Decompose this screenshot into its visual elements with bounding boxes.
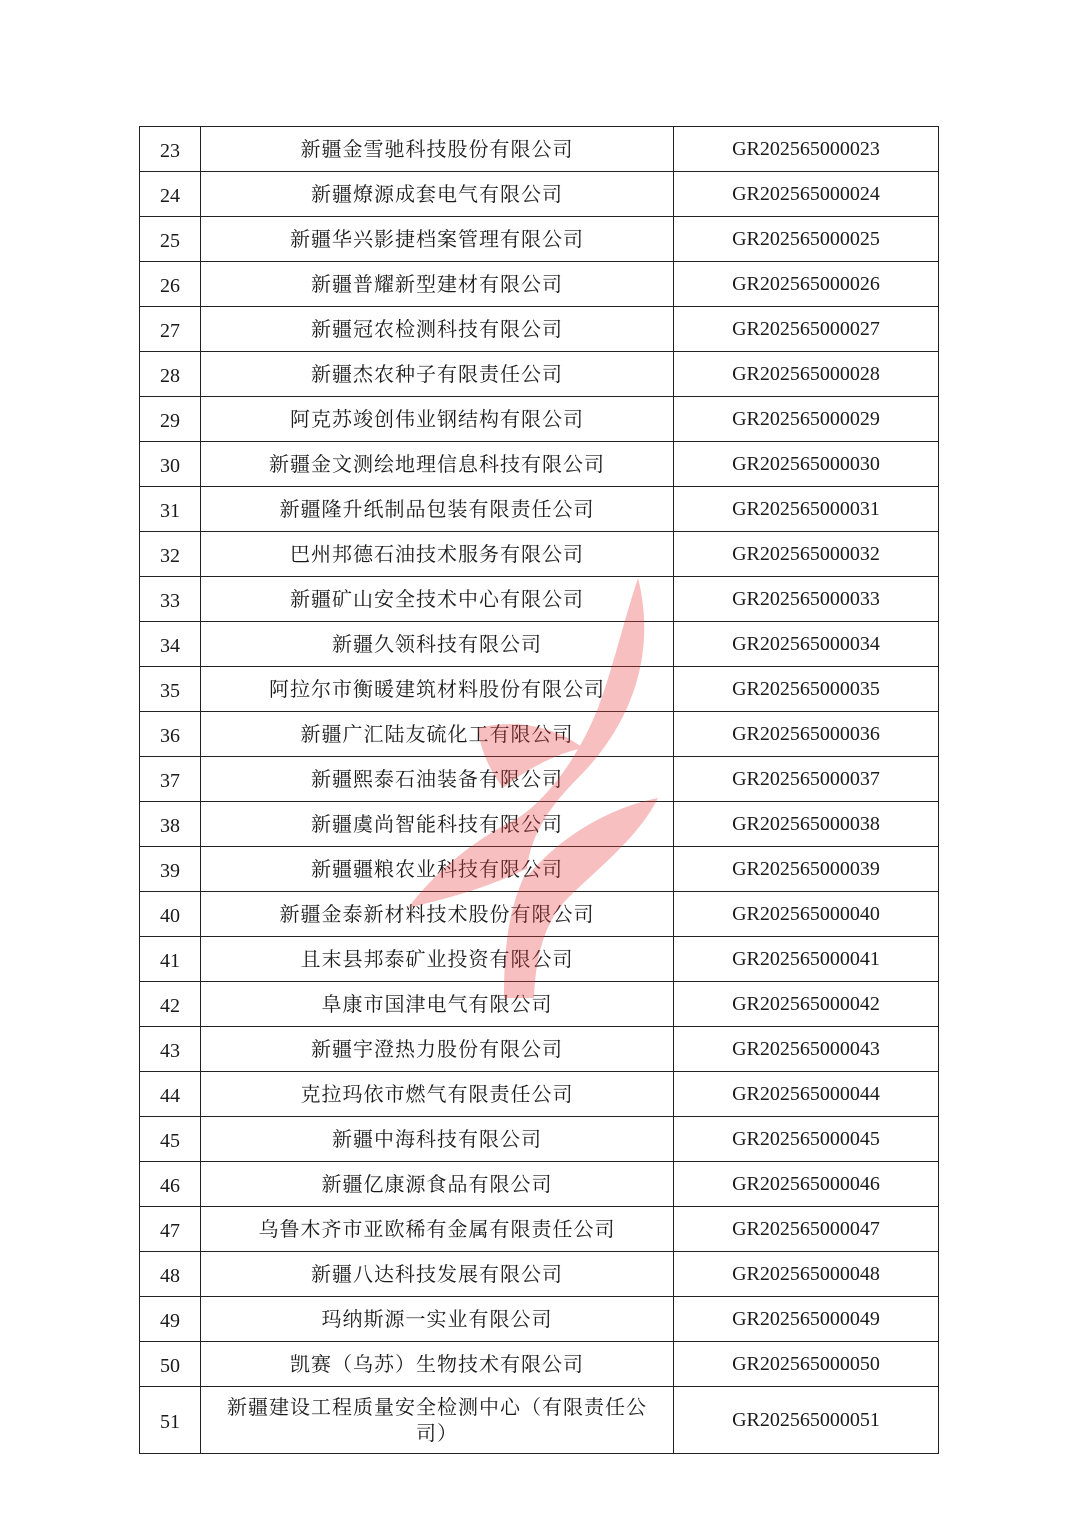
- table-row: [140, 127, 939, 172]
- certificate-number: GR202565000036: [674, 712, 939, 757]
- table-row: [140, 1252, 939, 1297]
- certificate-number: GR202565000026: [674, 262, 939, 307]
- certificate-number: GR202565000024: [674, 172, 939, 217]
- row-number: 33: [140, 577, 201, 622]
- table-row: [140, 622, 939, 667]
- company-name: 且末县邦泰矿业投资有限公司: [201, 937, 674, 982]
- certificate-number: GR202565000032: [674, 532, 939, 577]
- row-number: 27: [140, 307, 201, 352]
- table-row: [140, 352, 939, 397]
- company-name: 克拉玛依市燃气有限责任公司: [201, 1072, 674, 1117]
- row-number: 29: [140, 397, 201, 442]
- certificate-number: GR202565000031: [674, 487, 939, 532]
- certificate-number: GR202565000037: [674, 757, 939, 802]
- company-name: 新疆久领科技有限公司: [201, 622, 674, 667]
- company-name: 巴州邦德石油技术服务有限公司: [201, 532, 674, 577]
- company-name: 玛纳斯源一实业有限公司: [201, 1297, 674, 1342]
- company-name: 新疆广汇陆友硫化工有限公司: [201, 712, 674, 757]
- row-number: 24: [140, 172, 201, 217]
- company-name: 新疆金文测绘地理信息科技有限公司: [201, 442, 674, 487]
- company-name: 新疆隆升纸制品包装有限责任公司: [201, 487, 674, 532]
- certificate-number: GR202565000028: [674, 352, 939, 397]
- row-number: 47: [140, 1207, 201, 1252]
- certificate-number: GR202565000051: [674, 1387, 939, 1454]
- table-row: [140, 1207, 939, 1252]
- certificate-number: GR202565000047: [674, 1207, 939, 1252]
- company-name: 新疆疆粮农业科技有限公司: [201, 847, 674, 892]
- table-row: [140, 982, 939, 1027]
- company-name: 新疆宇澄热力股份有限公司: [201, 1027, 674, 1072]
- table-row: [140, 172, 939, 217]
- company-name: 阿拉尔市衡暖建筑材料股份有限公司: [201, 667, 674, 712]
- row-number: 25: [140, 217, 201, 262]
- table-row: [140, 577, 939, 622]
- company-list-table: [139, 126, 939, 1454]
- table-row: [140, 757, 939, 802]
- row-number: 45: [140, 1117, 201, 1162]
- table-row: [140, 1297, 939, 1342]
- row-number: 41: [140, 937, 201, 982]
- table-row: [140, 397, 939, 442]
- company-name: 新疆中海科技有限公司: [201, 1117, 674, 1162]
- row-number: 36: [140, 712, 201, 757]
- row-number: 43: [140, 1027, 201, 1072]
- row-number: 39: [140, 847, 201, 892]
- table-row: [140, 1027, 939, 1072]
- company-name: 阿克苏竣创伟业钢结构有限公司: [201, 397, 674, 442]
- certificate-number: GR202565000029: [674, 397, 939, 442]
- table-body: [140, 127, 939, 1454]
- table-row: [140, 1072, 939, 1117]
- row-number: 35: [140, 667, 201, 712]
- row-number: 50: [140, 1342, 201, 1387]
- company-name: 新疆普耀新型建材有限公司: [201, 262, 674, 307]
- company-name: 新疆燎源成套电气有限公司: [201, 172, 674, 217]
- row-number: 40: [140, 892, 201, 937]
- row-number: 46: [140, 1162, 201, 1207]
- certificate-number: GR202565000033: [674, 577, 939, 622]
- table-row: [140, 217, 939, 262]
- company-name: 新疆矿山安全技术中心有限公司: [201, 577, 674, 622]
- table-row: [140, 802, 939, 847]
- table-row: [140, 1342, 939, 1387]
- certificate-number: GR202565000048: [674, 1252, 939, 1297]
- company-name: 新疆八达科技发展有限公司: [201, 1252, 674, 1297]
- certificate-number: GR202565000038: [674, 802, 939, 847]
- table-row: [140, 262, 939, 307]
- certificate-number: GR202565000046: [674, 1162, 939, 1207]
- table-row: [140, 1162, 939, 1207]
- company-name: 乌鲁木齐市亚欧稀有金属有限责任公司: [201, 1207, 674, 1252]
- certificate-number: GR202565000042: [674, 982, 939, 1027]
- company-name: 凯赛（乌苏）生物技术有限公司: [201, 1342, 674, 1387]
- company-name: 新疆金泰新材料技术股份有限公司: [201, 892, 674, 937]
- row-number: 26: [140, 262, 201, 307]
- certificate-number: GR202565000025: [674, 217, 939, 262]
- company-name: 新疆金雪驰科技股份有限公司: [201, 127, 674, 172]
- table-row: [140, 442, 939, 487]
- table-row: [140, 1117, 939, 1162]
- certificate-number: GR202565000034: [674, 622, 939, 667]
- company-name: 新疆虞尚智能科技有限公司: [201, 802, 674, 847]
- row-number: 31: [140, 487, 201, 532]
- row-number: 34: [140, 622, 201, 667]
- row-number: 28: [140, 352, 201, 397]
- row-number: 37: [140, 757, 201, 802]
- row-number: 48: [140, 1252, 201, 1297]
- certificate-number: GR202565000039: [674, 847, 939, 892]
- table-row: [140, 1387, 939, 1454]
- certificate-number: GR202565000043: [674, 1027, 939, 1072]
- row-number: 30: [140, 442, 201, 487]
- certificate-number: GR202565000044: [674, 1072, 939, 1117]
- certificate-number: GR202565000041: [674, 937, 939, 982]
- certificate-number: GR202565000045: [674, 1117, 939, 1162]
- table-row: [140, 487, 939, 532]
- row-number: 23: [140, 127, 201, 172]
- company-name: 阜康市国津电气有限公司: [201, 982, 674, 1027]
- certificate-number: GR202565000050: [674, 1342, 939, 1387]
- row-number: 42: [140, 982, 201, 1027]
- row-number: 51: [140, 1387, 201, 1454]
- table-row: [140, 532, 939, 577]
- table-row: [140, 712, 939, 757]
- company-name: 新疆杰农种子有限责任公司: [201, 352, 674, 397]
- row-number: 49: [140, 1297, 201, 1342]
- certificate-number: GR202565000030: [674, 442, 939, 487]
- row-number: 32: [140, 532, 201, 577]
- certificate-number: GR202565000027: [674, 307, 939, 352]
- table-row: [140, 937, 939, 982]
- company-name: 新疆建设工程质量安全检测中心（有限责任公司）: [201, 1387, 674, 1454]
- row-number: 38: [140, 802, 201, 847]
- company-name: 新疆冠农检测科技有限公司: [201, 307, 674, 352]
- table-row: [140, 667, 939, 712]
- row-number: 44: [140, 1072, 201, 1117]
- table-row: [140, 307, 939, 352]
- certificate-number: GR202565000035: [674, 667, 939, 712]
- certificate-number: GR202565000023: [674, 127, 939, 172]
- certificate-number: GR202565000040: [674, 892, 939, 937]
- company-name: 新疆熙泰石油装备有限公司: [201, 757, 674, 802]
- certificate-number: GR202565000049: [674, 1297, 939, 1342]
- table-row: [140, 847, 939, 892]
- table-row: [140, 892, 939, 937]
- company-name: 新疆华兴影捷档案管理有限公司: [201, 217, 674, 262]
- company-name: 新疆亿康源食品有限公司: [201, 1162, 674, 1207]
